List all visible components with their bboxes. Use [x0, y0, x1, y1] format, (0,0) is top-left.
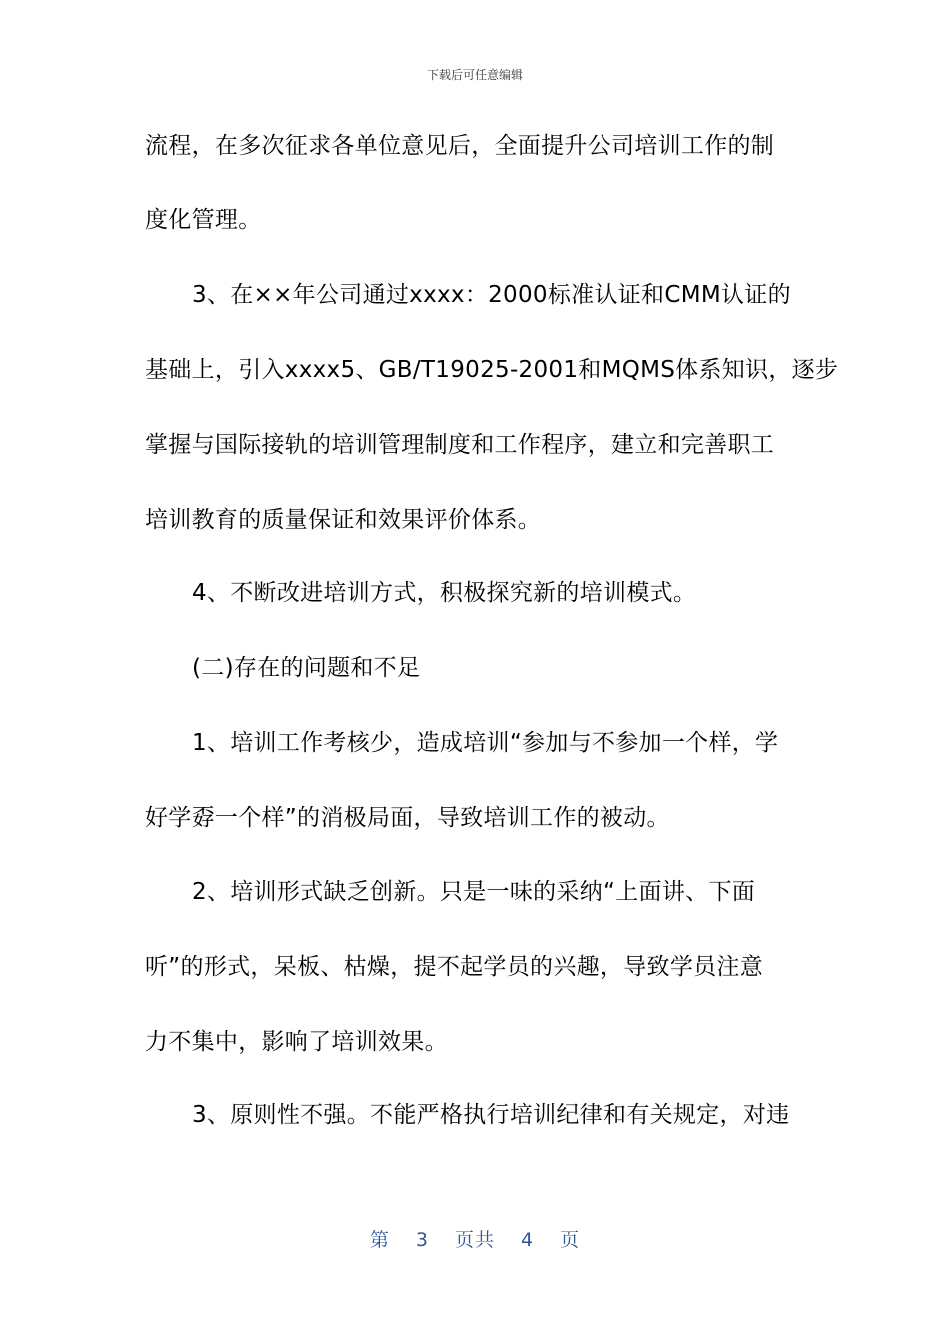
paragraph-line: 3、在××年公司通过xxxx：2000标准认证和CMM认证的 — [192, 282, 791, 308]
paragraph-line: 流程，在多次征求各单位意见后，全面提升公司培训工作的制 — [145, 133, 775, 159]
section-heading: (二)存在的问题和不足 — [192, 655, 421, 681]
page-header: 下载后可任意编辑 — [426, 68, 523, 82]
paragraph-line: 1、培训工作考核少，造成培训“参加与不参加一个样，学 — [192, 730, 779, 756]
paragraph-line: 度化管理。 — [145, 207, 262, 233]
paragraph-line: 力不集中，影响了培训效果。 — [145, 1029, 448, 1055]
paragraph-line: 掌握与国际接轨的培训管理制度和工作程序，建立和完善职工 — [145, 432, 775, 458]
footer-prefix: 第 — [369, 1229, 390, 1251]
footer-suffix: 页 — [560, 1229, 581, 1251]
paragraph-line: 2、培训形式缺乏创新。只是一味的采纳“上面讲、下面 — [192, 879, 756, 905]
paragraph-line: 听”的形式，呆板、枯燥，提不起学员的兴趣，导致学员注意 — [145, 954, 764, 980]
footer-current-page: 3 — [415, 1229, 429, 1251]
page-footer — [0, 1225, 950, 1252]
paragraph-line: 好学孬一个样”的消极局面，导致培训工作的被动。 — [145, 805, 670, 831]
footer-middle: 页共 — [454, 1229, 495, 1251]
paragraph-line: 4、不断改进培训方式，积极探究新的培训模式。 — [192, 580, 697, 606]
paragraph-line: 培训教育的质量保证和效果评价体系。 — [145, 507, 542, 533]
paragraph-line: 3、原则性不强。不能严格执行培训纪律和有关规定，对违 — [192, 1102, 790, 1128]
footer-total-pages: 4 — [521, 1229, 535, 1251]
paragraph-line: 基础上，引入xxxx5、GB/T19025-2001和MQMS体系知识，逐步 — [145, 357, 839, 383]
